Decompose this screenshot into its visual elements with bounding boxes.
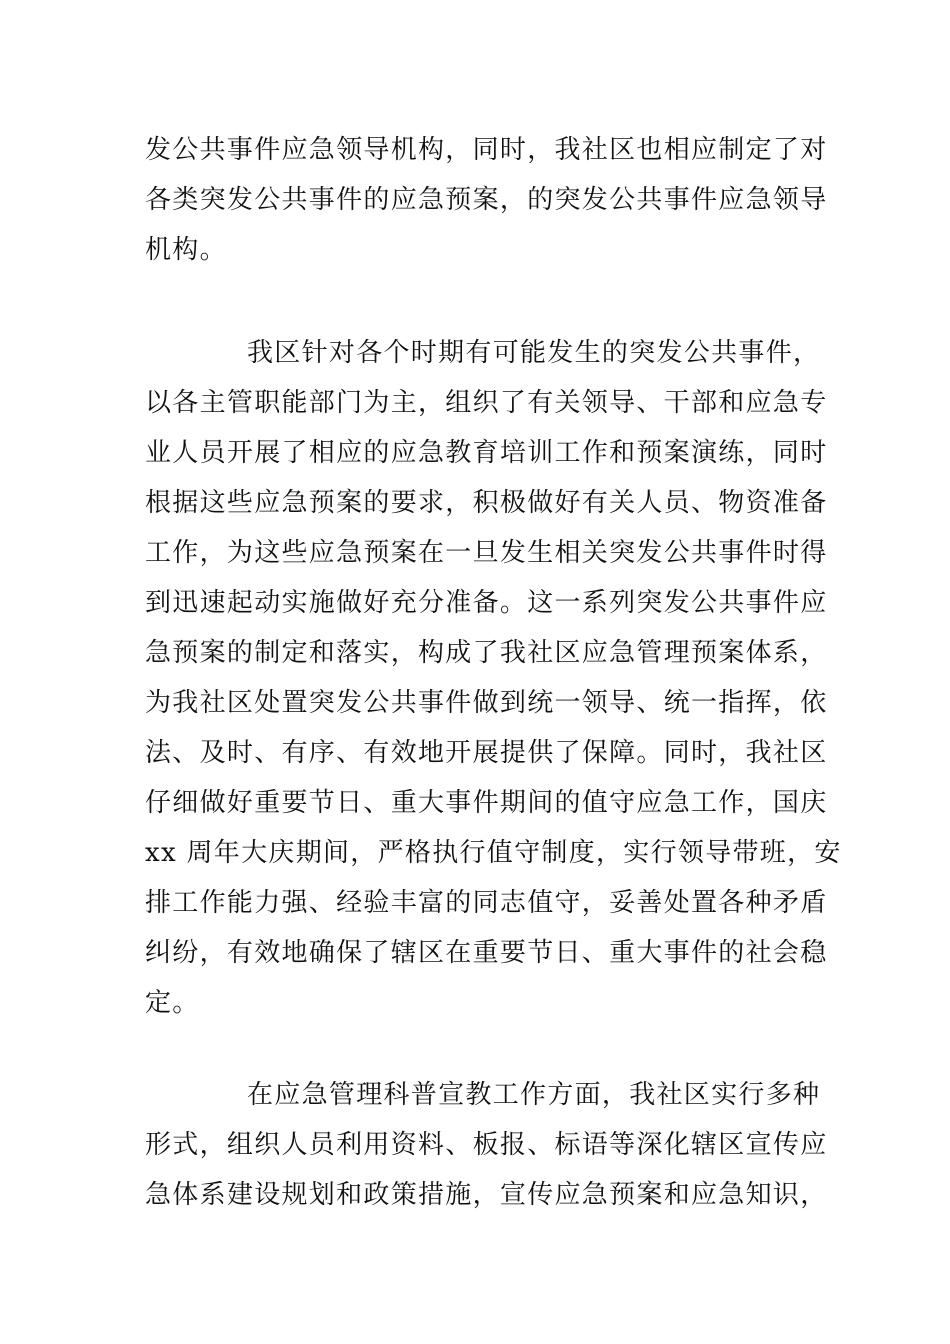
text-line: 急体系建设规划和政策措施，宣传应急预案和应急知识， <box>145 1180 828 1210</box>
text-line: 定。 <box>145 988 200 1018</box>
text-line: 根据这些应急预案的要求，积极做好有关人员、物资准备 <box>145 488 828 518</box>
text-line: 急预案的制定和落实，构成了我社区应急管理预案体系， <box>145 638 828 668</box>
text-line: 纠纷，有效地确保了辖区在重要节日、重大事件的社会稳 <box>145 938 828 968</box>
paragraph-1 <box>145 125 828 275</box>
text-line: 机构。 <box>145 235 227 265</box>
text-line: 排工作能力强、经验丰富的同志值守，妥善处置各种矛盾 <box>145 888 828 918</box>
paragraph-2 <box>145 328 842 1028</box>
text-line: 发公共事件应急领导机构，同时，我社区也相应制定了对 <box>145 135 828 165</box>
text-line: 形式，组织人员利用资料、板报、标语等深化辖区宣传应 <box>145 1130 828 1160</box>
text-line: 仔细做好重要节日、重大事件期间的值守应急工作，国庆 <box>145 788 828 818</box>
text-line: 以各主管职能部门为主，组织了有关领导、干部和应急专 <box>145 388 828 418</box>
text-line: 工作，为这些应急预案在一旦发生相关突发公共事件时得 <box>145 538 828 568</box>
text-line: 到迅速起动实施做好充分准备。这一系列突发公共事件应 <box>145 588 828 618</box>
text-line: 业人员开展了相应的应急教育培训工作和预案演练，同时 <box>145 438 828 468</box>
text-line: 法、及时、有序、有效地开展提供了保障。同时，我社区 <box>145 738 828 768</box>
paragraph-3 <box>145 1070 828 1220</box>
text-line: 各类突发公共事件的应急预案，的突发公共事件应急领导 <box>145 185 828 215</box>
text-line: 为我社区处置突发公共事件做到统一领导、统一指挥，依 <box>145 688 828 718</box>
text-line: 我区针对各个时期有可能发生的突发公共事件， <box>247 338 821 368</box>
text-line: 在应急管理科普宣教工作方面，我社区实行多种 <box>247 1080 821 1110</box>
text-line: xx 周年大庆期间，严格执行值守制度，实行领导带班，安 <box>145 838 842 868</box>
